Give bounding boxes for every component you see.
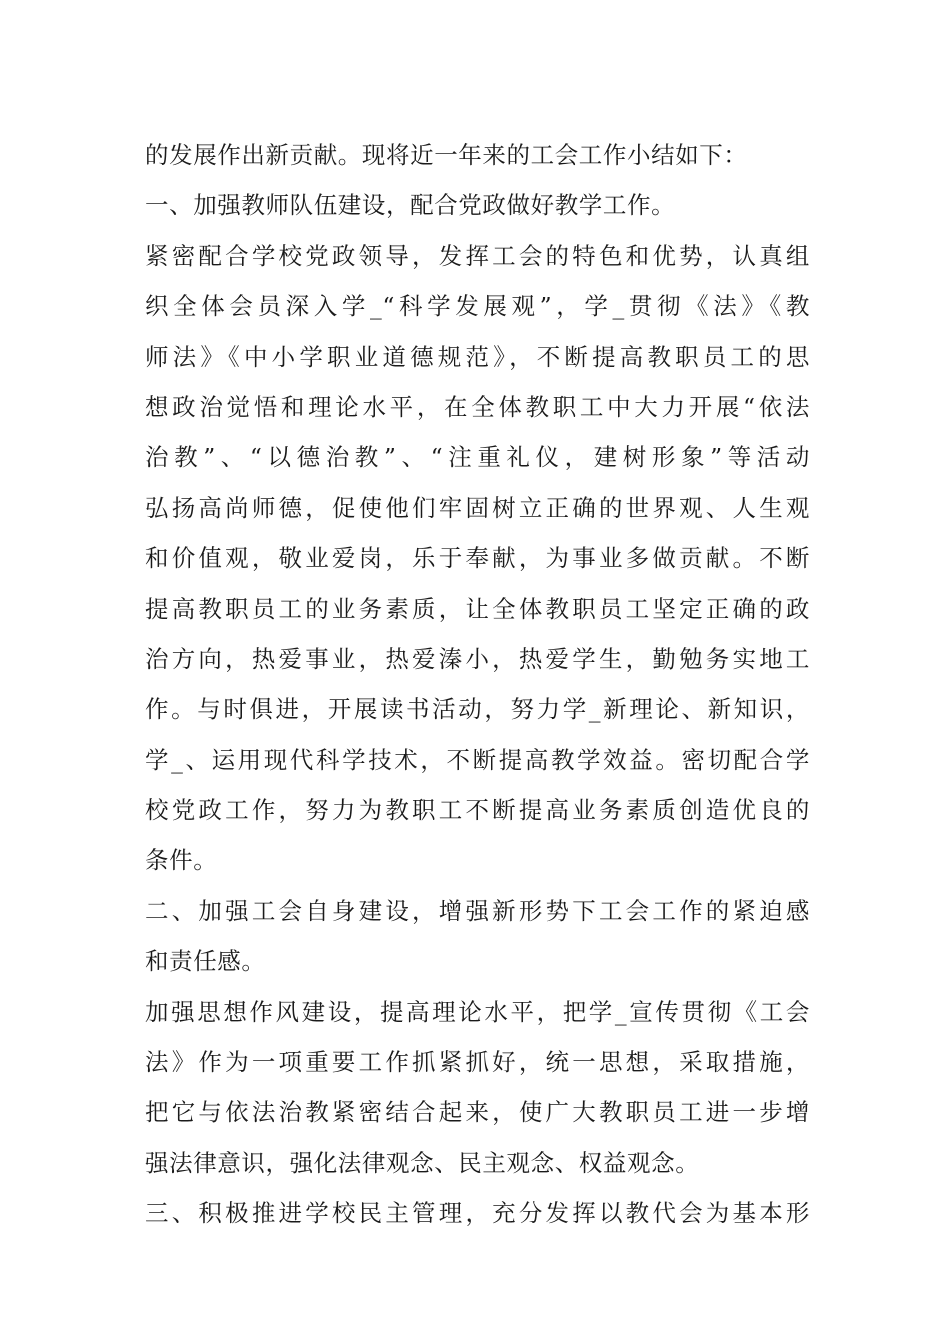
- document-body: [145, 130, 810, 1239]
- text-line: 治教”、“以德治教”、“注重礼仪，建树形象”等活动: [145, 443, 810, 472]
- section-heading-1: 一、加强教师队伍建设，配合党政做好教学工作。: [145, 191, 676, 220]
- text-line: 强法律意识，强化法律观念、民主观念、权益观念。: [145, 1148, 700, 1177]
- text-line: 想政治觉悟和理论水平，在全体教职工中大力开展“依法: [145, 392, 810, 421]
- text-line: 提高教职员工的业务素质，让全体教职员工坚定正确的政: [145, 594, 810, 623]
- text-line: 把它与依法治教紧密结合起来，使广大教职员工进一步增: [145, 1098, 810, 1127]
- text-line: 织全体会员深入学_“科学发展观”，学_贯彻《法》《教: [145, 292, 810, 321]
- text-line: 法》作为一项重要工作抓紧抓好，统一思想，采取措施，: [145, 1048, 810, 1077]
- text-line: 治方向，热爱事业，热爱溱小，热爱学生，勤勉务实地工: [145, 644, 810, 673]
- text-line: 和价值观，敬业爱岗，乐于奉献，为事业多做贡献。不断: [145, 544, 810, 573]
- text-line: 校党政工作，努力为教职工不断提高业务素质创造优良的: [145, 796, 810, 825]
- section-heading-3: 三、积极推进学校民主管理，充分发挥以教代会为基本形: [145, 1199, 810, 1228]
- section-heading-2: 二、加强工会自身建设，增强新形势下工会工作的紧迫感: [145, 896, 810, 925]
- text-line: 条件。: [145, 846, 218, 875]
- section-heading-2-cont: 和责任感。: [145, 947, 266, 976]
- text-line: 的发展作出新贡献。现将近一年来的工会工作小结如下：: [145, 141, 748, 169]
- text-line: 弘扬高尚师德，促使他们牢固树立正确的世界观、人生观: [145, 493, 810, 522]
- text-line: 作。与时俱进，开展读书活动，努力学_新理论、新知识，: [145, 695, 810, 724]
- text-line: 师法》《中小学职业道德规范》，不断提高教职员工的思: [145, 342, 810, 371]
- text-line: 学_、运用现代科学技术，不断提高教学效益。密切配合学: [145, 745, 810, 774]
- text-line: 紧密配合学校党政领导，发挥工会的特色和优势，认真组: [145, 241, 810, 270]
- text-line: 加强思想作风建设，提高理论水平，把学_宣传贯彻《工会: [145, 997, 810, 1026]
